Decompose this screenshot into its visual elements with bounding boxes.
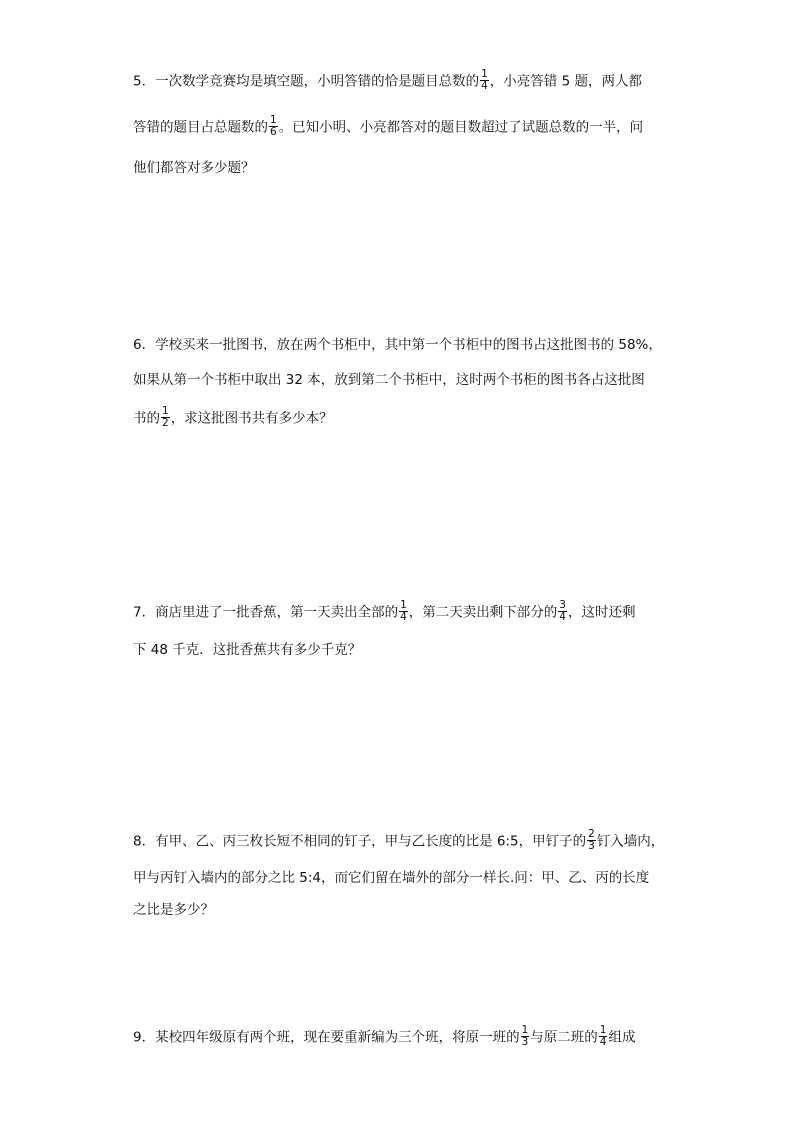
denominator: 2 [162, 417, 169, 429]
text: ，第二天卖出剩下部分的 [408, 604, 558, 621]
fraction [399, 600, 408, 623]
denominator: 3 [588, 840, 595, 852]
text: 甲与丙钉入墙内的部分之比 5:4，而它们留在墙外的部分一样长.问：甲、乙、丙的长度 [133, 870, 650, 886]
problem-6-line-3 [133, 407, 333, 427]
denominator: 4 [481, 80, 488, 92]
problem-5-line-3 [133, 158, 255, 178]
denominator: 4 [400, 611, 407, 623]
problem-8-line-3 [133, 900, 214, 920]
text: ，求这批图书共有多少本？ [170, 410, 333, 427]
numerator: 1 [599, 1024, 607, 1036]
text: 组成 [608, 1029, 636, 1046]
numerator: 3 [559, 599, 566, 611]
problem-5-line-2 [133, 116, 643, 136]
problem-8-line-2 [133, 868, 649, 888]
numerator: 1 [400, 599, 407, 611]
fraction [587, 829, 596, 852]
fraction [269, 115, 278, 138]
numerator: 1 [481, 68, 488, 80]
text: 钉入墙内， [596, 833, 665, 850]
text: 8．有甲、乙、丙三枚长短不相同的钉子，甲与乙长度的比是 6:5，甲钉子的 [133, 833, 587, 850]
problem-9-line-1 [133, 1026, 635, 1046]
text: 下 48 千克．这批香蕉共有多少千克？ [133, 642, 362, 658]
text: 与原二班的 [530, 1029, 598, 1046]
text: 书的 [133, 410, 160, 427]
text: 如果从第一个书柜中取出 32 本，放到第二个书柜中，这时两个书柜的图书各占这批图 [133, 372, 645, 388]
numerator: 1 [270, 114, 277, 126]
text: 6．学校买来一批图书，放在两个书柜中，其中第一个书柜中的图书占这批图书的 58%， [133, 337, 662, 353]
fraction [558, 600, 567, 623]
problem-7-line-2 [133, 640, 361, 660]
fraction [521, 1025, 530, 1048]
numerator: 1 [521, 1024, 529, 1036]
fraction [480, 69, 489, 92]
text: 他们都答对多少题？ [133, 160, 255, 176]
text: 。已知小明、小亮都答对的题目数超过了试题总数的一半，问 [278, 119, 644, 136]
text: 5．一次数学竞赛均是填空题，小明答错的恰是题目总数的 [133, 73, 480, 90]
denominator: 3 [521, 1036, 529, 1048]
fraction [161, 406, 170, 429]
text: 7．商店里进了一批香蕉，第一天卖出全部的 [133, 604, 399, 621]
numerator: 2 [588, 828, 595, 840]
problem-5-line-1 [133, 70, 642, 90]
problem-6-line-2 [133, 370, 645, 390]
problem-7-line-1 [133, 601, 635, 621]
numerator: 1 [162, 405, 169, 417]
text: 答错的题目占总题数的 [133, 119, 268, 136]
fraction [599, 1025, 608, 1048]
text: ，小亮答错 5 题，两人都 [489, 73, 642, 90]
denominator: 4 [599, 1036, 607, 1048]
text: 之比是多少？ [133, 902, 214, 918]
problem-6-line-1 [133, 335, 662, 355]
text: ，这时还剩 [567, 604, 636, 621]
denominator: 6 [270, 126, 277, 138]
denominator: 4 [559, 611, 566, 623]
text: 9．某校四年级原有两个班，现在要重新编为三个班，将原一班的 [133, 1029, 520, 1046]
problem-8-line-1 [133, 830, 664, 850]
